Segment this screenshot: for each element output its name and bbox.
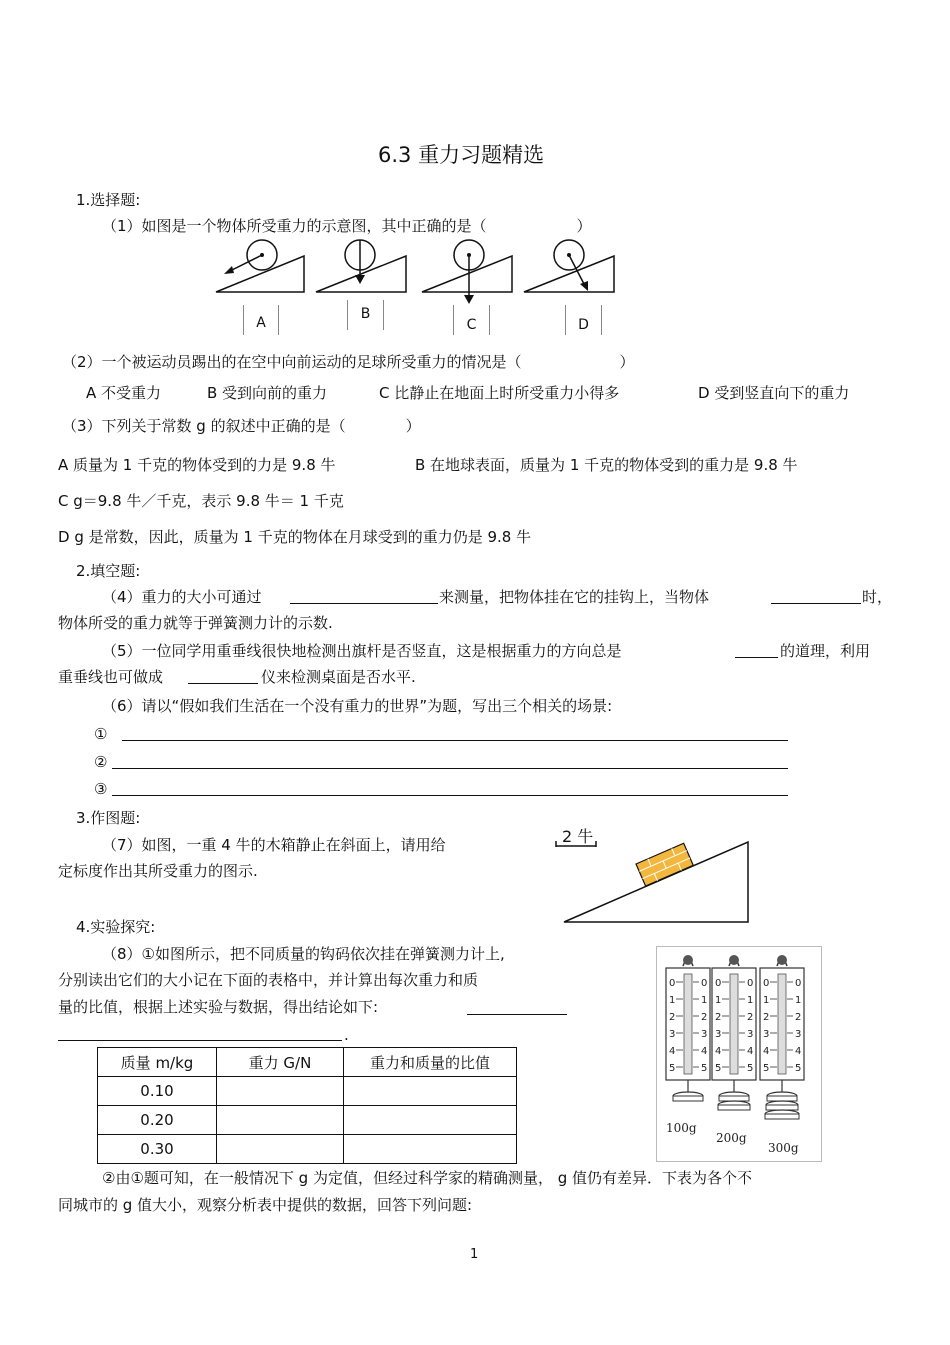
header-mass: 质量 m/kg <box>98 1048 217 1077</box>
page-title: 6.3 重力习题精选 <box>378 143 545 167</box>
scale-tick-label: 1 <box>763 995 770 1006</box>
scale-tick-label: 2 <box>747 1012 754 1023</box>
cell-mass: 0.30 <box>98 1135 217 1164</box>
q7-text-a: （7）如图，一重 4 牛的木箱静止在斜面上，请用给 <box>102 836 446 854</box>
spring-scales-figure <box>656 946 822 1162</box>
question-3-text: （3）下列关于常数 g 的叙述中正确的是（ <box>62 417 346 435</box>
cell-gravity[interactable] <box>217 1135 344 1164</box>
header-gravity: 重力 G/N <box>217 1048 344 1077</box>
scale-tick-label: 0 <box>795 978 802 989</box>
scale-tick-label: 3 <box>701 1029 708 1040</box>
scale-tick-label: 3 <box>747 1029 754 1040</box>
scale-tick-label: 4 <box>701 1046 708 1057</box>
question-3-stem <box>62 416 421 436</box>
q8-text-a: （8）①如图所示，把不同质量的钩码依次挂在弹簧测力计上, <box>102 945 505 963</box>
weight <box>719 1096 749 1101</box>
q6-answer-line-3[interactable] <box>112 795 788 796</box>
option-label-b[interactable]: B <box>347 300 384 330</box>
weight <box>766 1105 798 1110</box>
question-1-close: ） <box>576 217 592 235</box>
table-row <box>98 1135 517 1164</box>
section-heading-drawing: 3.作图题: <box>76 809 141 827</box>
q4-text-d: 物体所受的重力就等于弹簧测力计的示数. <box>58 614 333 632</box>
scale-tick-label: 2 <box>701 1012 708 1023</box>
conclusion-blank-1[interactable] <box>467 1014 567 1015</box>
question-3-close: ） <box>405 417 421 435</box>
scale-tick-label: 0 <box>747 978 754 989</box>
cell-ratio[interactable] <box>344 1135 517 1164</box>
q5-text-c: 重垂线也可做成 <box>58 668 164 686</box>
scale-tick-label: 3 <box>795 1029 802 1040</box>
question-2-close: ） <box>619 353 635 371</box>
q3-option-d[interactable]: D g 是常数，因此，质量为 1 千克的物体在月球受到的重力仍是 9.8 牛 <box>58 528 532 546</box>
q3-option-b[interactable]: B 在地球表面，质量为 1 千克的物体受到的重力是 9.8 牛 <box>415 456 798 474</box>
scale-tick-label: 2 <box>669 1012 676 1023</box>
conclusion-period: . <box>344 1026 349 1044</box>
q8-text-c: 量的比值，根据上述实验与数据，得出结论如下: <box>58 998 379 1016</box>
weight <box>673 1096 703 1101</box>
section-heading-choice: 1.选择题: <box>76 191 141 209</box>
scale-tick-label: 5 <box>715 1063 722 1074</box>
conclusion-blank-2[interactable] <box>58 1040 342 1041</box>
table-row <box>98 1106 517 1135</box>
q4-text-b: 来测量，把物体挂在它的挂钩上，当物体 <box>439 588 710 606</box>
q7-text-b: 定标度作出其所受重力的图示. <box>58 862 258 880</box>
page-number: 1 <box>470 1247 479 1262</box>
q3-option-a[interactable]: A 质量为 1 千克的物体受到的力是 9.8 牛 <box>58 456 336 474</box>
incline-box-diagram <box>556 840 756 930</box>
q8-2-text-b: 同城市的 g 值大小，观察分析表中提供的数据，回答下列问题: <box>58 1196 473 1214</box>
scale-tick-label: 3 <box>669 1029 676 1040</box>
cell-ratio[interactable] <box>344 1106 517 1135</box>
q8-text-b: 分别读出它们的大小记在下面的表格中，并计算出每次重力和质 <box>58 971 479 989</box>
mass-gravity-table <box>97 1047 517 1164</box>
scale-tick-label: 0 <box>701 978 708 989</box>
cell-gravity[interactable] <box>217 1106 344 1135</box>
weight <box>767 1096 797 1101</box>
scale-tick-label: 0 <box>669 978 676 989</box>
cell-gravity[interactable] <box>217 1077 344 1106</box>
question-1-text: （1）如图是一个物体所受重力的示意图，其中正确的是（ <box>102 217 487 235</box>
q2-option-b[interactable]: B 受到向前的重力 <box>207 384 328 402</box>
mass-label: 200g <box>716 1131 747 1145</box>
scale-tick-label: 5 <box>763 1063 770 1074</box>
q4-blank-1[interactable] <box>290 603 438 604</box>
scale-tick-label: 1 <box>747 995 754 1006</box>
scale-tick-label: 1 <box>715 995 722 1006</box>
q6-text: （6）请以“假如我们生活在一个没有重力的世界”为题，写出三个相关的场景: <box>102 697 613 715</box>
scale-tick-label: 5 <box>795 1063 802 1074</box>
q5-text-a: （5）一位同学用重垂线很快地检测出旗杆是否竖直，这是根据重力的方向总是 <box>102 642 622 660</box>
section-heading-experiment: 4.实验探究: <box>76 918 156 936</box>
section-heading-fill: 2.填空题: <box>76 562 141 580</box>
scale-tick-label: 0 <box>763 978 770 989</box>
weight <box>765 1114 799 1119</box>
scale-tick-label: 5 <box>747 1063 754 1074</box>
scale-label: 2 牛 <box>562 827 594 846</box>
hand-icon <box>683 955 693 965</box>
cell-mass: 0.10 <box>98 1077 217 1106</box>
table-header-row <box>98 1048 517 1077</box>
scale-spring <box>778 974 786 1074</box>
option-label-c[interactable]: C <box>453 305 490 335</box>
question-1-stem <box>102 216 592 236</box>
cell-mass: 0.20 <box>98 1106 217 1135</box>
scale-tick-label: 5 <box>701 1063 708 1074</box>
q2-option-d[interactable]: D 受到竖直向下的重力 <box>698 384 850 402</box>
hand-icon <box>777 955 787 965</box>
question-2-stem <box>62 352 635 372</box>
mass-label: 100g <box>666 1121 697 1135</box>
q4-text-a: （4）重力的大小可通过 <box>102 588 262 606</box>
scale-tick-label: 4 <box>763 1046 770 1057</box>
q5-text-b: 的道理，利用 <box>780 642 871 660</box>
option-label-d[interactable]: D <box>565 305 602 335</box>
spring-scale <box>712 955 756 1145</box>
header-ratio: 重力和质量的比值 <box>344 1048 517 1077</box>
scale-spring <box>684 974 692 1074</box>
scale-tick-label: 2 <box>763 1012 770 1023</box>
hand-icon <box>729 955 739 965</box>
mass-label: 300g <box>768 1141 799 1155</box>
scale-tick-label: 4 <box>715 1046 722 1057</box>
scale-tick-label: 0 <box>715 978 722 989</box>
q6-answer-line-1[interactable] <box>122 740 788 741</box>
gravity-diagram-d <box>522 238 622 298</box>
scale-tick-label: 1 <box>669 995 676 1006</box>
scale-tick-label: 3 <box>715 1029 722 1040</box>
q5-blank-1[interactable] <box>735 657 778 658</box>
scale-tick-label: 4 <box>795 1046 802 1057</box>
option-label-a[interactable]: A <box>243 305 279 335</box>
scale-tick-label: 1 <box>701 995 708 1006</box>
q6-marker-1: ① <box>94 725 108 743</box>
cell-ratio[interactable] <box>344 1077 517 1106</box>
q6-marker-3: ③ <box>94 780 108 798</box>
scale-spring <box>730 974 738 1074</box>
q2-option-a[interactable]: A 不受重力 <box>86 384 162 402</box>
table-row <box>98 1077 517 1106</box>
weight <box>718 1105 750 1110</box>
q5-text-d: 仪来检测桌面是否水平. <box>261 668 416 686</box>
q6-answer-line-2[interactable] <box>112 768 788 769</box>
gravity-diagram-b <box>314 238 414 298</box>
scale-tick-label: 4 <box>747 1046 754 1057</box>
gravity-diagram-a <box>214 238 314 298</box>
spring-scale <box>760 955 804 1155</box>
scale-tick-label: 3 <box>763 1029 770 1040</box>
q3-option-c[interactable]: C g＝9.8 牛／千克，表示 9.8 牛＝ 1 千克 <box>58 492 344 510</box>
scale-tick-label: 2 <box>715 1012 722 1023</box>
q4-blank-2[interactable] <box>771 603 861 604</box>
q2-option-c[interactable]: C 比静止在地面上时所受重力小得多 <box>379 384 620 402</box>
q5-blank-2[interactable] <box>188 683 258 684</box>
scale-tick-label: 4 <box>669 1046 676 1057</box>
q4-text-c: 时， <box>862 588 893 606</box>
spring-scale <box>666 955 710 1135</box>
question-2-text: （2）一个被运动员踢出的在空中向前运动的足球所受重力的情况是（ <box>62 353 522 371</box>
scale-tick-label: 2 <box>795 1012 802 1023</box>
scale-tick-label: 1 <box>795 995 802 1006</box>
scale-tick-label: 5 <box>669 1063 676 1074</box>
q6-marker-2: ② <box>94 753 108 771</box>
gravity-diagram-c <box>420 238 520 308</box>
q8-2-text-a: ②由①题可知，在一般情况下 g 为定值，但经过科学家的精确测量， g 值仍有差异．下表为各个不 <box>102 1169 753 1187</box>
